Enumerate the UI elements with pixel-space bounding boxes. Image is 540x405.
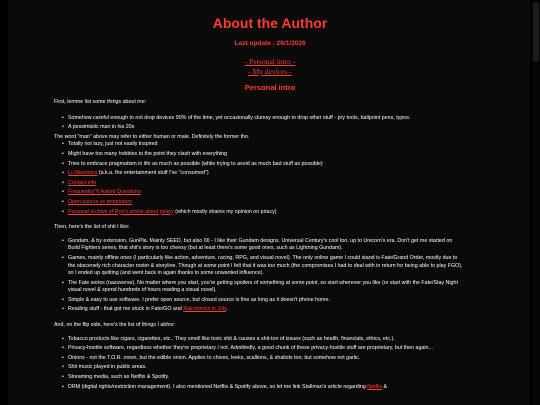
list-item-weebtica [62, 170, 464, 178]
drm-suffix: & [381, 383, 387, 390]
list-item: • Gundam, & by extension, GunPla. Mainly SEED, but also 00 - I like their Gundam designs. Universal Century's cool too, up to Unicorn's era. Don't get me started on Build Fighters series, that shit's story is too cheesy (but at least there's some good ones, such as Lightning Gundam). [62, 238, 464, 253]
list-item: • Tobacco products like cigars, cigarettes, etc.. They smell like toxic shit & causes a shit-ton of issues (such as health, financials, ethics, etc.). [62, 336, 464, 344]
piracy-archive-link[interactable]: Personal archive of Ryo's article about piracy [68, 208, 174, 215]
list-item: • Privacy-hostile software, regardless whether they're proprietary / not. Admittedly, a good chunk of these privacy-hostile stuff are proprietary, but then again... [62, 345, 464, 353]
list-item-contact [62, 180, 464, 188]
list-item: • Totally not lazy, just not easily inspired [62, 141, 464, 149]
list-item: • Streaming media, such as Netflix & Spotify. [62, 374, 464, 382]
likes-list [54, 238, 464, 314]
list-item: • Shit music played in public areas. [62, 364, 464, 372]
reading-text: Reading stuff - that got me stuck in Fate/GO and [68, 306, 184, 313]
man-note: The word "man" above may refer to either human or male. Definitely the former tho. [54, 133, 250, 140]
intro-lead: First, lemme list some things about me: [54, 99, 147, 105]
list-item-archive [62, 209, 464, 217]
weebtica-note: (a.k.a. the entertainment stuff I've "consumed") [97, 170, 209, 177]
dislikes-list [54, 336, 464, 392]
likes-lead: Then, here's the list of shit I like: [54, 224, 130, 231]
list-item: • A pessimistic man in his 20s [62, 124, 464, 132]
drm-text: DRM (digital rights/restriction management). I also mentioned Netflix & Spotify above, so let me link Stallman's article regarding [68, 383, 368, 390]
list-item: • Somehow careful enough to not drop devices 90% of the time, yet occasionally clumsy enough to drop other stuff - pry tools, ballpoint pens, typos. [62, 115, 464, 123]
intro-list [54, 115, 464, 132]
weebtica-link[interactable]: Lu Weebtica [68, 170, 98, 177]
list-item-oss [62, 199, 464, 207]
page-title: About the Author [212, 15, 328, 31]
contact-info-link[interactable]: Contact info [68, 179, 97, 186]
list-item: • Might have too many hobbies to the point they clash with everything [62, 151, 464, 159]
list-item-reading [62, 306, 464, 314]
section-nav [0, 57, 540, 77]
archive-note: (which mostly shares my opinion on piracy) [173, 208, 277, 215]
netflix-article-link[interactable]: Netflix [367, 383, 382, 390]
list-item-drm [62, 384, 464, 392]
list-item: • The Fate series (nasuverse). No matter where you start, you're getting spoilers of something at some point, so start wherever you like (or start with the Fate/Stay Night visual novel & spend hundreds of hours reading a visual novel). [62, 280, 464, 295]
nav-link-my-devices[interactable]: - My devices - [248, 67, 292, 76]
list-item: • Simple & easy to use software. I prefer open source, but closed source is fine as long as it doesn't phone home. [62, 297, 464, 305]
main-content [54, 99, 464, 395]
list-item: • Onions - not the T.O.R. onion, but the edible onion. Applies to chives, leeks, scallions, & shallots too; but somehow not garlic. [62, 355, 464, 363]
faq-link[interactable]: Frequently(?) Asked Questions [68, 189, 141, 196]
rainstorms-link[interactable]: Rainstorms in July [183, 306, 227, 313]
last-update: Last update : 26/1/2026 [234, 40, 306, 47]
nav-link-personal-intro[interactable]: - Personal intro - [244, 57, 296, 66]
reading-suffix: . [226, 306, 228, 313]
list-item-faq [62, 189, 464, 197]
list-item: • Tries to embrace pragmatism in life as much as possible (while trying to avoid as much bad stuff as possible) [62, 161, 464, 169]
section-title: Personal intro [244, 83, 296, 92]
dislikes-lead: And, on the flip side, here's the list of things I abhor: [54, 322, 176, 329]
intro-list-2 [54, 141, 464, 216]
open-source-link[interactable]: Open source vs proprietary [68, 198, 132, 205]
list-item: • Games, mainly offline ones (I particularly like action, adventure, racing, RPG, and visual novel). The only online game I could stand is Fate/Grand Order, mostly due to the obscenely rich character roster & storyline. Though at some point I felt that it was too much (the compromises I had to deal with in return for being able to play FGO), so I ended up quitting (and went back in again thanks to some unwanted influence). [62, 255, 464, 278]
scrollbar-thumb[interactable] [533, 2, 539, 62]
